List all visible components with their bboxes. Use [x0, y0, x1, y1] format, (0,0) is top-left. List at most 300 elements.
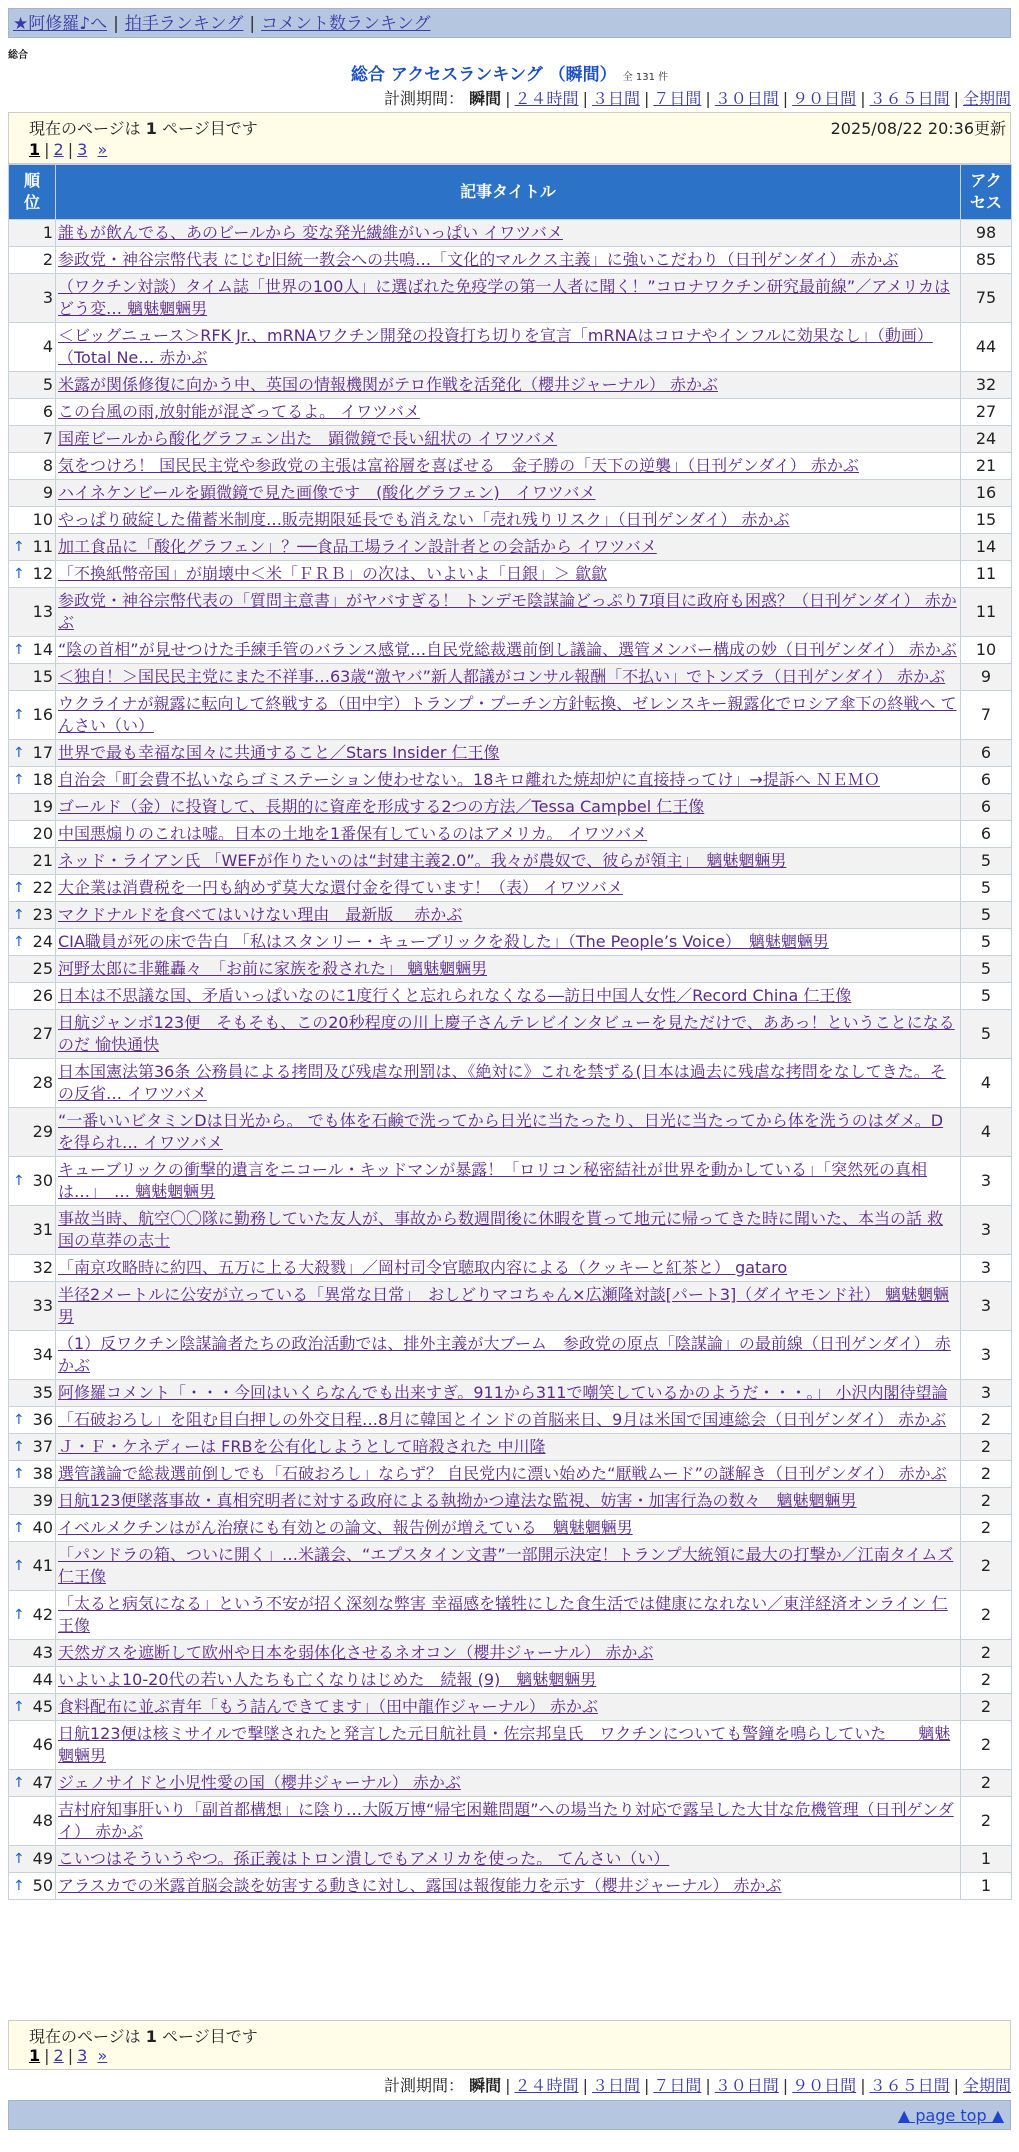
- table-row: [9, 794, 1012, 821]
- article-title-link[interactable]: 世界で最も幸福な国々に共通すること／Stars Insider 仁王像: [58, 743, 500, 762]
- nav-separator: |: [113, 14, 119, 34]
- table-row: [9, 664, 1012, 691]
- article-title-link[interactable]: 吉村府知事肝いり「副首都構想」に陰り…大阪万博“帰宅困難問題”への場当たり対応で露呈した大甘な危機管理（日刊ゲンダイ） 赤かぶ: [58, 1800, 954, 1841]
- access-count: 75: [961, 274, 1012, 323]
- rank-cell: [9, 740, 56, 767]
- category-label: 総合: [8, 50, 28, 61]
- rank-number: 44: [32, 1670, 53, 1689]
- article-title-link[interactable]: 自治会「町会費不払いならゴミステーション使わせない。18キロ離れた焼却炉に直接持ってけ」→提訴へ ＮＥＭＯ: [58, 770, 880, 789]
- rank-up-arrow-icon: ↑: [13, 1173, 25, 1189]
- article-title-link[interactable]: イベルメクチンはがん治療にも有効との論文、報告例が増えている 魑魅魍魎男: [58, 1518, 633, 1537]
- article-title-link[interactable]: ゴールド（金）に投資して、長期的に資産を形成する2つの方法／Tessa Campbel 仁王像: [58, 797, 705, 816]
- rank-number: 33: [32, 1296, 53, 1315]
- rank-number: 37: [32, 1437, 53, 1456]
- title-cell: [56, 1108, 961, 1157]
- title-cell: [56, 220, 961, 247]
- table-row: [9, 247, 1012, 274]
- title-cell: [56, 1010, 961, 1059]
- access-count: 2: [961, 1591, 1012, 1640]
- article-title-link[interactable]: 気をつけろ！ 国民民主党や参政党の主張は富裕層を喜ばせる 金子勝の「天下の逆襲」（日刊ゲンダイ） 赤かぶ: [58, 456, 859, 475]
- rank-number: 39: [32, 1491, 53, 1510]
- comment-ranking-link[interactable]: コメント数ランキング: [261, 14, 431, 34]
- period-link-7d[interactable]: ７日間: [653, 2076, 702, 2095]
- rank-cell: [9, 507, 56, 534]
- rank-cell: [9, 637, 56, 664]
- rank-up-arrow-icon: ↑: [13, 934, 25, 950]
- access-count: 2: [961, 1640, 1012, 1667]
- rank-cell: [9, 794, 56, 821]
- article-title-link[interactable]: やっぱり破綻した備蓄米制度…販売期限延長でも消えない「売れ残りリスク」（日刊ゲンダイ） 赤かぶ: [58, 510, 790, 529]
- access-count: 6: [961, 821, 1012, 848]
- table-row: [9, 274, 1012, 323]
- rank-cell: [9, 220, 56, 247]
- article-title-link[interactable]: ＜ビッグニュース＞RFK Jr.、mRNAワクチン開発の投資打ち切りを宣言「mRNAはコロナやインフルに効果なし」（動画）（Total Ne… 赤かぶ: [58, 326, 933, 367]
- access-count: 2: [961, 1542, 1012, 1591]
- pager-next[interactable]: »: [97, 2046, 108, 2065]
- period-current: 瞬間: [469, 2076, 502, 2095]
- rank-cell: [9, 1542, 56, 1591]
- article-title-link[interactable]: ＜独自！＞国民民主党にまた不祥事…63歳“激ヤバ”新人都議がコンサル報酬「不払い」でトンズラ（日刊ゲンダイ） 赤かぶ: [58, 667, 946, 686]
- rank-number: 22: [32, 878, 53, 897]
- table-row: [9, 956, 1012, 983]
- article-title-link[interactable]: （ワクチン対談）タイム誌「世界の100人」に選ばれた免疫学の第一人者に聞く！”コロナワクチン研究最前線”／アメリカはどう変… 魑魅魍魎男: [58, 277, 951, 318]
- period-current: 瞬間: [469, 89, 502, 108]
- article-title-link[interactable]: 「南京攻略時に約四、五万に上る大殺戮」／岡村司令官聴取内容による（クッキーと紅茶と） gataro: [58, 1258, 788, 1277]
- title-cell: [56, 1461, 961, 1488]
- article-title-link[interactable]: ジェノサイドと小児性愛の国（櫻井ジャーナル） 赤かぶ: [58, 1773, 461, 1792]
- access-count: 2: [961, 1694, 1012, 1721]
- access-count: 5: [961, 1010, 1012, 1059]
- title-cell: [56, 1515, 961, 1542]
- rank-number: 15: [32, 667, 53, 686]
- rank-number: 6: [42, 402, 53, 421]
- rank-cell: [9, 1694, 56, 1721]
- title-cell: [56, 274, 961, 323]
- rank-cell: [9, 1157, 56, 1206]
- table-row: [9, 1640, 1012, 1667]
- rank-up-arrow-icon: ↑: [13, 1466, 25, 1482]
- access-count: 98: [961, 220, 1012, 247]
- rank-cell: [9, 1010, 56, 1059]
- table-row: [9, 1059, 1012, 1108]
- article-title-link[interactable]: アラスカでの米露首脳会談を妨害する動きに対し、露国は報復能力を示す（櫻井ジャーナル） 赤かぶ: [58, 1876, 782, 1895]
- article-title-link[interactable]: いよいよ10-20代の若い人たちも亡くなりはじめた 続報 (9) 魑魅魍魎男: [58, 1670, 597, 1689]
- title-cell: [56, 453, 961, 480]
- article-title-link[interactable]: 河野太郎に非難轟々 「お前に家族を殺された」 魑魅魍魎男: [58, 959, 488, 978]
- rank-number: 45: [32, 1697, 53, 1716]
- access-count: 2: [961, 1461, 1012, 1488]
- table-row: [9, 1380, 1012, 1407]
- pager-current: 1: [29, 2046, 41, 2065]
- access-count: 4: [961, 1108, 1012, 1157]
- article-title-link[interactable]: 阿修羅コメント「・・・今回はいくらなんでも出来すぎ。911から311で嘲笑しているかのようだ・・・。」 小沢内閣待望論: [58, 1383, 948, 1402]
- article-title-link[interactable]: 半径2メートルに公安が立っている「異常な日常」 おしどりマコちゃん×広瀬隆対談[パート3]（ダイヤモンド社） 魑魅魍魎男: [58, 1285, 950, 1326]
- rank-cell: [9, 1846, 56, 1873]
- rank-number: 12: [32, 564, 53, 583]
- rank-cell: [9, 875, 56, 902]
- article-title-link[interactable]: 日航123便は核ミサイルで撃墜されたと発言した元日航社員・佐宗邦皇氏 ワクチンについても警鐘を鳴らしていた 魑魅魍魎男: [58, 1724, 951, 1765]
- period-selector-bottom: 計測期間： 瞬間 | ２４時間 | ３日間 | ７日間 | ３０日間 | ９０日間 | ３６５日間 | 全期間: [384, 2076, 1011, 2095]
- title-cell: [56, 740, 961, 767]
- title-cell: [56, 1434, 961, 1461]
- rank-cell: [9, 983, 56, 1010]
- rank-number: 16: [32, 705, 53, 724]
- rank-number: 11: [32, 537, 53, 556]
- title-cell: [56, 1206, 961, 1255]
- table-row: [9, 1515, 1012, 1542]
- article-title-link[interactable]: Ｊ・Ｆ・ケネディーは FRBを公有化しようとして暗殺された 中川隆: [58, 1437, 546, 1456]
- page-status-suffix: ページ目です: [162, 119, 258, 138]
- pager-next[interactable]: »: [97, 140, 108, 159]
- rank-number: 29: [32, 1122, 53, 1141]
- table-row: [9, 220, 1012, 247]
- article-title-link[interactable]: ウクライナが親露に転向して終戦する（田中宇）トランプ・プーチン方針転換、ゼレンスキー親露化でロシア傘下の終戦へ てんさい（い）: [58, 694, 957, 735]
- rank-number: 20: [32, 824, 53, 843]
- article-title-link[interactable]: 食料配布に並ぶ青年「もう詰んできてます」（田中龍作ジャーナル） 赤かぶ: [58, 1697, 598, 1716]
- access-count: 6: [961, 794, 1012, 821]
- access-count: 6: [961, 767, 1012, 794]
- rank-up-arrow-icon: ↑: [13, 745, 25, 761]
- article-title-link[interactable]: 誰もが飲んでる、あのビールから 変な発光繊維がいっぱい イワツバメ: [58, 223, 563, 242]
- access-count: 21: [961, 453, 1012, 480]
- article-title-link[interactable]: “一番いいビタミンDは日光から。 でも体を石鹸で洗ってから日光に当たったり、日光に当たってから体を洗うのはダメ。Dを得られ… イワツバメ: [58, 1111, 944, 1152]
- title-cell: [56, 1059, 961, 1108]
- pager-link-3[interactable]: 3: [77, 2046, 88, 2065]
- article-title-link[interactable]: 国産ビールから酸化グラフェン出た 顕微鏡で長い紐状の イワツバメ: [58, 429, 558, 448]
- access-count: 15: [961, 507, 1012, 534]
- title-cell: [56, 372, 961, 399]
- table-row: [9, 1770, 1012, 1797]
- rank-cell: [9, 821, 56, 848]
- rank-up-arrow-icon: ↑: [13, 1699, 25, 1715]
- title-cell: [56, 1282, 961, 1331]
- rank-cell: [9, 426, 56, 453]
- period-link-365d[interactable]: ３６５日間: [869, 89, 950, 108]
- access-count: 3: [961, 1331, 1012, 1380]
- rank-up-arrow-icon: ↑: [13, 1607, 25, 1623]
- rank-number: 21: [32, 851, 53, 870]
- rank-up-arrow-icon: ↑: [13, 1520, 25, 1536]
- page-info-top: [8, 112, 1011, 164]
- period-link-3d[interactable]: ３日間: [591, 2076, 640, 2095]
- rank-number: 26: [32, 986, 53, 1005]
- article-title-link[interactable]: 「不換紙幣帝国」が崩壊中＜米「ＦＲＢ」の次は、いよいよ「日銀」＞ 歙歙: [58, 564, 608, 583]
- title-cell: [56, 1331, 961, 1380]
- rank-number: 23: [32, 905, 53, 924]
- access-count: 44: [961, 323, 1012, 372]
- page-status: [29, 116, 258, 139]
- rank-up-arrow-icon: ↑: [13, 642, 25, 658]
- rank-cell: [9, 1461, 56, 1488]
- access-count: 27: [961, 399, 1012, 426]
- pager-current: 1: [29, 140, 41, 159]
- table-row: [9, 875, 1012, 902]
- article-title-link[interactable]: 日本は不思議な国、矛盾いっぱいなのに1度行くと忘れられなくなる―訪日中国人女性／Record China 仁王像: [58, 986, 852, 1005]
- article-title-link[interactable]: （1）反ワクチン陰謀論者たちの政治活動では、排外主義が大ブーム 参政党の原点「陰謀論」の最前線（日刊ゲンダイ） 赤かぶ: [58, 1334, 951, 1375]
- access-count: 10: [961, 637, 1012, 664]
- title-cell: [56, 480, 961, 507]
- rank-number: 49: [32, 1849, 53, 1868]
- rank-cell: [9, 691, 56, 740]
- period-link-90d[interactable]: ９０日間: [792, 89, 857, 108]
- article-title-link[interactable]: キューブリックの衝撃的遺言をニコール・キッドマンが暴露！「ロリコン秘密結社が世界を動かしている」「突然死の真相は…」 … 魑魅魍魎男: [58, 1160, 927, 1201]
- title-cell: [56, 664, 961, 691]
- home-link[interactable]: ★阿修羅♪へ: [13, 14, 108, 34]
- access-count: 4: [961, 1059, 1012, 1108]
- title-cell: [56, 956, 961, 983]
- table-row: [9, 1461, 1012, 1488]
- rank-number: 38: [32, 1464, 53, 1483]
- access-count: 6: [961, 740, 1012, 767]
- rank-number: 43: [32, 1643, 53, 1662]
- access-count: 3: [961, 1380, 1012, 1407]
- rank-cell: [9, 664, 56, 691]
- title-cell: [56, 848, 961, 875]
- clap-ranking-link[interactable]: 拍手ランキング: [124, 14, 244, 34]
- rank-cell: [9, 1331, 56, 1380]
- page-top-link[interactable]: ▲ page top ▲: [897, 2106, 1004, 2125]
- article-title-link[interactable]: 日航ジャンボ123便 そもそも、この20秒程度の川上慶子さんテレビインタビューを見ただけで、ああっ！ということになるのだ 愉快通快: [58, 1013, 955, 1054]
- access-count: 2: [961, 1667, 1012, 1694]
- period-link-7d[interactable]: ７日間: [653, 89, 702, 108]
- rank-number: 32: [32, 1258, 53, 1277]
- article-title-link[interactable]: 選管議論で総裁選前倒しでも「石破おろし」ならず？ 自民党内に漂い始めた“厭戦ムード”の謎解き（日刊ゲンダイ） 赤かぶ: [58, 1464, 947, 1483]
- rank-up-arrow-icon: ↑: [13, 907, 25, 923]
- title-cell: [56, 588, 961, 637]
- rank-number: 17: [32, 743, 53, 762]
- rank-number: 1: [42, 223, 53, 242]
- table-row: [9, 323, 1012, 372]
- title-cell: [56, 1694, 961, 1721]
- rank-cell: [9, 1282, 56, 1331]
- access-count: 7: [961, 691, 1012, 740]
- title-cell: [56, 1542, 961, 1591]
- article-title-link[interactable]: ネッド・ライアン氏 「WEFが作りたいのは“封建主義2.0”。我々が農奴で、彼らが領主」 魑魅魍魎男: [58, 851, 787, 870]
- title-cell: [56, 929, 961, 956]
- title-cell: [56, 426, 961, 453]
- rank-up-arrow-icon: ↑: [13, 566, 25, 582]
- article-title-link[interactable]: 参政党・神谷宗幣代表 にじむ旧統一教会への共鳴…「文化的マルクス主義」に強いこだわり（日刊ゲンダイ） 赤かぶ: [58, 250, 899, 269]
- article-title-link[interactable]: こいつはそういうやつ。孫正義はトロン潰しでもアメリカを使った。 てんさい（い）: [58, 1849, 670, 1868]
- table-row: [9, 507, 1012, 534]
- period-link-30d[interactable]: ３０日間: [714, 89, 779, 108]
- table-row: [9, 1667, 1012, 1694]
- table-row: [9, 1108, 1012, 1157]
- table-row: [9, 1873, 1012, 1900]
- article-title-link[interactable]: この台風の雨,放射能が混ざってるよ。 イワツバメ: [58, 402, 420, 421]
- rank-cell: [9, 274, 56, 323]
- rank-up-arrow-icon: ↑: [13, 1878, 25, 1894]
- title-cell: [56, 821, 961, 848]
- rank-up-arrow-icon: ↑: [13, 1439, 25, 1455]
- col-title-header: 記事タイトル: [56, 165, 961, 220]
- pager-link-2[interactable]: 2: [53, 140, 64, 159]
- table-row: [9, 848, 1012, 875]
- rank-number: 18: [32, 770, 53, 789]
- article-title-link[interactable]: 大企業は消費税を一円も納めず莫大な還付金を得ています！（表） イワツバメ: [58, 878, 623, 897]
- article-title-link[interactable]: 「石破おろし」を阻む目白押しの外交日程…8月に韓国とインドの首脳来日、9月は米国で国連総会（日刊ゲンダイ） 赤かぶ: [58, 1410, 947, 1429]
- rank-number: 41: [32, 1556, 53, 1575]
- pager-link-2[interactable]: 2: [53, 2046, 64, 2065]
- page-status-num: 1: [145, 2027, 157, 2046]
- period-link-3d[interactable]: ３日間: [591, 89, 640, 108]
- title-cell: [56, 983, 961, 1010]
- article-title-link[interactable]: “陰の首相”が見せつけた手練手管のバランス感覚…自民党総裁選前倒し議論、選管メンバー構成の妙（日刊ゲンダイ） 赤かぶ: [58, 640, 957, 659]
- pager-link-3[interactable]: 3: [77, 140, 88, 159]
- title-cell: [56, 1407, 961, 1434]
- access-count: 14: [961, 534, 1012, 561]
- access-count: 5: [961, 929, 1012, 956]
- rank-up-arrow-icon: ↑: [13, 772, 25, 788]
- rank-number: 5: [42, 375, 53, 394]
- title-cell: [56, 1157, 961, 1206]
- table-row: [9, 902, 1012, 929]
- access-count: 5: [961, 956, 1012, 983]
- access-count: 11: [961, 588, 1012, 637]
- nav-separator: |: [249, 14, 256, 34]
- table-row: [9, 929, 1012, 956]
- table-header-row: [9, 165, 1012, 220]
- period-label: 計測期間：: [384, 2076, 465, 2095]
- rank-number: 30: [32, 1171, 53, 1190]
- article-title-link[interactable]: 「太ると病気になる」という不安が招く深刻な弊害 幸福感を犠牲にした食生活では健康になれない／東洋経済オンライン 仁王像: [58, 1594, 948, 1635]
- article-title-link[interactable]: 加工食品に「酸化グラフェン」？──食品工場ライン設計者との会話から イワツバメ: [58, 537, 657, 556]
- period-link-30d[interactable]: ３０日間: [714, 2076, 779, 2095]
- table-row: [9, 1721, 1012, 1770]
- article-title-link[interactable]: 米露が関係修復に向かう中、英国の情報機関がテロ作戦を活発化（櫻井ジャーナル） 赤かぶ: [58, 375, 718, 394]
- rank-cell: [9, 1434, 56, 1461]
- title-cell: [56, 534, 961, 561]
- page-status-bottom: [29, 2024, 258, 2047]
- rank-cell: [9, 1873, 56, 1900]
- table-row: [9, 1694, 1012, 1721]
- access-count: 9: [961, 664, 1012, 691]
- rank-cell: [9, 1515, 56, 1542]
- access-count: 3: [961, 1157, 1012, 1206]
- ranking-table-body: [9, 220, 1012, 1900]
- rank-cell: [9, 848, 56, 875]
- table-row: [9, 453, 1012, 480]
- article-title-link[interactable]: CIA職員が死の床で告白 「私はスタンリー・キューブリックを殺した」（The People’s Voice） 魑魅魍魎男: [58, 932, 829, 951]
- rank-number: 28: [32, 1073, 53, 1092]
- rank-number: 7: [42, 429, 53, 448]
- access-count: 11: [961, 561, 1012, 588]
- access-count: 1: [961, 1846, 1012, 1873]
- rank-cell: [9, 588, 56, 637]
- table-row: [9, 691, 1012, 740]
- rank-cell: [9, 399, 56, 426]
- rank-cell: [9, 1797, 56, 1846]
- access-count: 2: [961, 1434, 1012, 1461]
- period-link-all[interactable]: 全期間: [962, 2076, 1011, 2095]
- rank-cell: [9, 1407, 56, 1434]
- rank-cell: [9, 1640, 56, 1667]
- article-title-link[interactable]: 「パンドラの箱、ついに開く」…米議会、“エプスタイン文書”一部開示決定！トランプ大統領に最大の打撃か／江南タイムズ 仁王像: [58, 1545, 954, 1586]
- title-cell: [56, 507, 961, 534]
- rank-number: 3: [42, 288, 53, 307]
- rank-cell: [9, 956, 56, 983]
- rank-number: 46: [32, 1735, 53, 1754]
- table-row: [9, 426, 1012, 453]
- rank-cell: [9, 453, 56, 480]
- access-count: 2: [961, 1488, 1012, 1515]
- rank-cell: [9, 929, 56, 956]
- rank-cell: [9, 323, 56, 372]
- article-title-link[interactable]: 天然ガスを遮断して欧州や日本を弱体化させるネオコン（櫻井ジャーナル） 赤かぶ: [58, 1643, 654, 1662]
- period-link-24h[interactable]: ２４時間: [514, 89, 579, 108]
- access-count: 2: [961, 1407, 1012, 1434]
- access-count: 3: [961, 1206, 1012, 1255]
- title-cell: [56, 561, 961, 588]
- period-link-365d[interactable]: ３６５日間: [869, 2076, 950, 2095]
- rank-number: 25: [32, 959, 53, 978]
- page-status-prefix: 現在のページは: [29, 119, 141, 138]
- table-row: [9, 1255, 1012, 1282]
- access-count: 3: [961, 1255, 1012, 1282]
- table-row: [9, 480, 1012, 507]
- article-title-link[interactable]: 事故当時、航空〇〇隊に勤務していた友人が、事故から数週間後に休暇を貰って地元に帰ってきた時に聞いた、本当の話 救国の草莽の志士: [58, 1209, 944, 1250]
- rank-number: 40: [32, 1518, 53, 1537]
- access-count: 24: [961, 426, 1012, 453]
- table-row: [9, 1542, 1012, 1591]
- access-count: 16: [961, 480, 1012, 507]
- rank-cell: [9, 1721, 56, 1770]
- page-status-prefix: 現在のページは: [29, 2027, 141, 2046]
- table-row: [9, 561, 1012, 588]
- title-cell: [56, 1640, 961, 1667]
- page-title-text: 総合 アクセスランキング （瞬間）: [350, 65, 617, 85]
- table-row: [9, 1282, 1012, 1331]
- period-link-24h[interactable]: ２４時間: [514, 2076, 579, 2095]
- article-title-link[interactable]: 日本国憲法第36条 公務員による拷問及び残虐な刑罰は、《絶対に》これを禁ずる(日本は過去に残虐な拷問をなしてきた。その反省… イワツバメ: [58, 1062, 946, 1103]
- title-cell: [56, 323, 961, 372]
- page-status-num: 1: [145, 119, 157, 138]
- rank-cell: [9, 1667, 56, 1694]
- page-title: [0, 60, 1019, 85]
- title-cell: [56, 767, 961, 794]
- rank-cell: [9, 1059, 56, 1108]
- table-row: [9, 983, 1012, 1010]
- access-count: 85: [961, 247, 1012, 274]
- article-title-link[interactable]: 中国悪煽りのこれは嘘。日本の土地を1番保有しているのはアメリカ。 イワツバメ: [58, 824, 648, 843]
- period-link-all[interactable]: 全期間: [962, 89, 1011, 108]
- rank-cell: [9, 1255, 56, 1282]
- top-nav-bar: [8, 8, 1011, 38]
- rank-cell: [9, 561, 56, 588]
- rank-cell: [9, 1591, 56, 1640]
- article-title-link[interactable]: マクドナルドを食べてはいけない理由 最新版 赤かぶ: [58, 905, 463, 924]
- period-link-90d[interactable]: ９０日間: [792, 2076, 857, 2095]
- rank-number: 42: [32, 1605, 53, 1624]
- table-row: [9, 1591, 1012, 1640]
- rank-number: 48: [32, 1811, 53, 1830]
- table-row: [9, 399, 1012, 426]
- access-count: 5: [961, 875, 1012, 902]
- table-row: [9, 1331, 1012, 1380]
- article-title-link[interactable]: 日航123便墜落事故・真相究明者に対する政府による執拗かつ違法な監視、妨害・加害行為の数々 魑魅魍魎男: [58, 1491, 857, 1510]
- access-count: 2: [961, 1770, 1012, 1797]
- title-cell: [56, 1380, 961, 1407]
- title-cell: [56, 637, 961, 664]
- article-title-link[interactable]: ハイネケンビールを顕微鏡で見た画像です (酸化グラフェン) イワツバメ: [58, 483, 596, 502]
- rank-up-arrow-icon: ↑: [13, 1558, 25, 1574]
- rank-cell: [9, 767, 56, 794]
- period-label: 計測期間：: [384, 89, 465, 108]
- article-title-link[interactable]: 参政党・神谷宗幣代表の「質問主意書」がヤバすぎる！ トンデモ陰謀論どっぷり7項目に政府も困惑？（日刊ゲンダイ） 赤かぶ: [58, 591, 957, 632]
- table-row: [9, 588, 1012, 637]
- item-count: 全 131 件: [622, 72, 669, 83]
- rank-cell: [9, 480, 56, 507]
